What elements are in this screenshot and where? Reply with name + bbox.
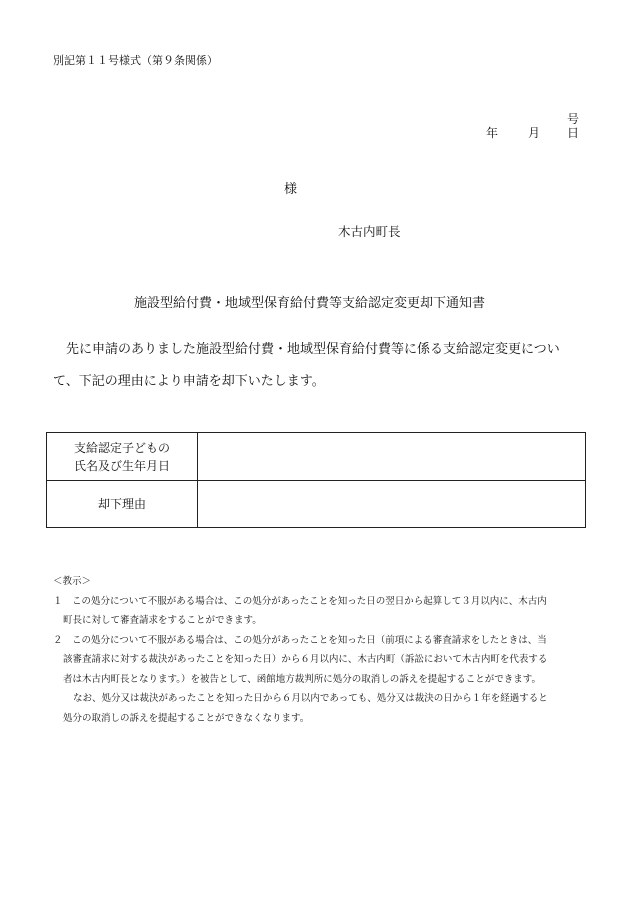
table-row-child-info: [47, 433, 586, 481]
date-year-label: 年: [486, 126, 499, 140]
form-number: 別記第１１号様式（第９条関係）: [53, 54, 218, 67]
child-info-value: [198, 433, 586, 481]
notes-section: [53, 572, 593, 728]
notes-heading: ＜教示＞: [53, 576, 92, 587]
body-text: [53, 334, 593, 398]
body-line-2: て、下記の理由により申請を却下いたします。: [53, 374, 325, 389]
document-number-label: 号: [567, 112, 580, 126]
child-info-label-line2: 氏名及び生年月日: [73, 458, 170, 473]
child-info-label: [47, 433, 198, 481]
note-item2-line3: 者は木古内町長となります。）を被告として、函館地方裁判所に処分の取消しの訴えを提起することができます。: [63, 673, 542, 685]
note-item2-line5: 処分の取消しの訴えを提起することができなくなります。: [63, 712, 310, 724]
date-month-label: 月: [528, 126, 541, 140]
rejection-reason-label: 却下理由: [47, 481, 198, 528]
child-info-label-line1: 支給認定子どもの: [73, 440, 170, 455]
date-day-label: 日: [567, 126, 580, 140]
document-title: 施設型給付費・地域型保育給付費等支給認定変更却下通知書: [134, 296, 486, 311]
note-item2-line4: なお、処分又は裁決があったことを知った日から６月以内であっても、処分又は裁決の日から１年を経過すると: [73, 693, 548, 704]
note-item2-line1: ２ この処分について不服がある場合は、この処分があったことを知った日（前項による審査請求をしたときは、当: [53, 634, 547, 646]
note-item2-line2: 該審査請求に対する裁決があったことを知った日）から６月以内に、木古内町（訴訟において木古内町を代表する: [63, 654, 548, 665]
note-item1-line2: 町長に対して審査請求をすることができます。: [63, 615, 262, 626]
addressee-suffix: 様: [284, 182, 298, 197]
table-row-rejection-reason: [47, 481, 586, 528]
info-table: [46, 432, 586, 528]
rejection-reason-value: [198, 481, 586, 528]
body-line-1: 先に申請のありました施設型給付費・地域型保育給付費等に係る支給認定変更につい: [66, 342, 560, 357]
note-item1-line1: １ この処分について不服がある場合は、この処分があったことを知った日の翌日から起算して３月以内に、木古内: [53, 595, 547, 607]
sender-name: 木古内町長: [338, 224, 401, 239]
